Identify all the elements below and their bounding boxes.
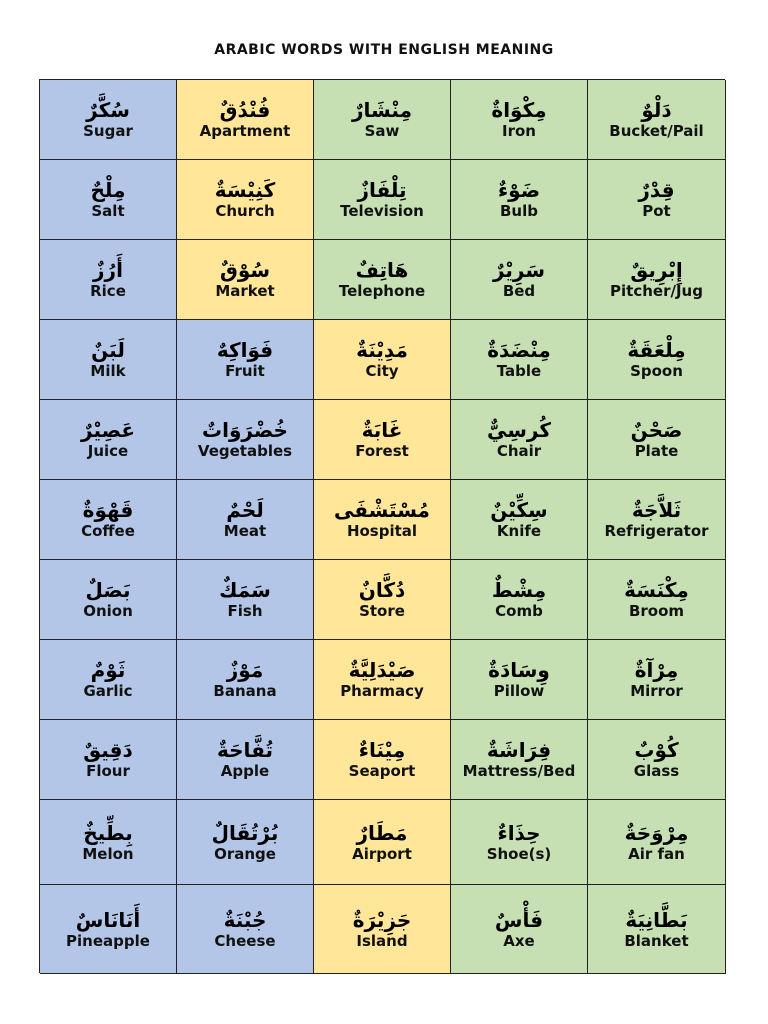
english-meaning: Mirror <box>630 682 683 700</box>
vocab-cell <box>588 885 726 974</box>
arabic-word: سُوْقٌ <box>219 258 271 282</box>
english-meaning: Pitcher/Jug <box>610 282 703 300</box>
vocab-cell <box>588 480 726 560</box>
arabic-word: مِرْوَحَةٌ <box>624 820 689 845</box>
vocab-cell <box>177 240 314 320</box>
english-meaning: Flour <box>86 762 130 780</box>
arabic-word: تُفَّاحَةٌ <box>217 738 273 762</box>
english-meaning: Pharmacy <box>340 682 424 700</box>
english-meaning: Apple <box>220 762 270 780</box>
english-meaning: Forest <box>355 442 409 460</box>
arabic-word: دُكَّانٌ <box>358 578 406 602</box>
arabic-word: سِكِّيْنٌ <box>490 498 548 522</box>
vocab-cell <box>314 640 451 720</box>
vocabulary-table <box>39 79 725 973</box>
arabic-word: بَطَّانِيَةٌ <box>625 907 688 932</box>
arabic-word: مِكْنَسَةٌ <box>624 578 689 602</box>
english-meaning: Fish <box>227 602 263 620</box>
vocab-cell <box>314 240 451 320</box>
vocab-cell <box>40 640 177 720</box>
arabic-word: أَرُزٌ <box>93 258 123 282</box>
vocab-cell <box>588 240 726 320</box>
english-meaning: Garlic <box>83 682 133 700</box>
english-meaning: Shoe(s) <box>486 844 552 863</box>
arabic-word: مِيْنَاءٌ <box>358 738 406 762</box>
arabic-word: قِدْرٌ <box>638 178 675 202</box>
arabic-word: ثَلاَّجَةٌ <box>631 498 682 522</box>
english-meaning: Sugar <box>83 122 133 140</box>
vocab-cell <box>588 320 726 400</box>
english-meaning: Church <box>215 202 275 220</box>
english-meaning: Broom <box>628 602 685 620</box>
english-meaning: Milk <box>90 362 126 380</box>
vocab-cell <box>177 720 314 800</box>
arabic-word: غَابَةٌ <box>361 418 403 442</box>
english-meaning: Cheese <box>214 931 276 950</box>
arabic-word: جَزِيْرَةٌ <box>352 907 412 932</box>
arabic-word: قَهْوَةٌ <box>82 498 134 522</box>
arabic-word: عَصِيْرٌ <box>81 418 135 442</box>
english-meaning: City <box>365 362 399 380</box>
english-meaning: Spoon <box>630 362 683 380</box>
vocab-cell <box>314 800 451 885</box>
arabic-word: فُنْدُقٌ <box>219 98 271 122</box>
vocab-cell <box>177 480 314 560</box>
arabic-word: إِبْرِيقٌ <box>630 258 683 282</box>
vocab-cell <box>314 320 451 400</box>
vocab-cell <box>451 480 588 560</box>
english-meaning: Melon <box>82 844 134 863</box>
arabic-word: هَاتِفٌ <box>355 258 409 282</box>
arabic-word: سَمَكٌ <box>219 578 271 602</box>
vocab-cell <box>451 800 588 885</box>
arabic-word: مِرْآةٌ <box>634 658 679 682</box>
vocab-cell <box>588 80 726 160</box>
vocab-cell <box>40 400 177 480</box>
vocab-cell <box>40 320 177 400</box>
arabic-word: مِكْوَاةٌ <box>491 98 547 122</box>
arabic-word: أَنَانَاسٌ <box>75 907 141 932</box>
vocab-cell <box>451 320 588 400</box>
vocab-cell <box>177 800 314 885</box>
vocab-cell <box>177 640 314 720</box>
english-meaning: Bucket/Pail <box>609 122 704 140</box>
arabic-word: مَوْزٌ <box>226 658 264 682</box>
arabic-word: مَطَارٌ <box>356 820 408 845</box>
vocab-cell <box>588 640 726 720</box>
arabic-word: مِشْطٌ <box>491 578 547 602</box>
vocab-cell <box>451 640 588 720</box>
arabic-word: دَقِيقٌ <box>83 738 133 762</box>
arabic-word: وِسَادَةٌ <box>488 658 550 682</box>
arabic-word: تِلْفَازٌ <box>357 178 407 202</box>
vocab-cell <box>451 80 588 160</box>
arabic-word: صَيْدَلِيَّةٌ <box>348 658 416 682</box>
vocab-cell <box>40 240 177 320</box>
vocab-cell <box>451 560 588 640</box>
vocab-cell <box>40 885 177 974</box>
vocab-cell <box>314 480 451 560</box>
english-meaning: Vegetables <box>197 442 293 460</box>
arabic-word: جُبْنَةٌ <box>223 907 267 932</box>
arabic-word: ضَوْءٌ <box>497 178 541 202</box>
english-meaning: Telephone <box>338 282 426 300</box>
vocab-cell <box>451 160 588 240</box>
vocab-cell <box>451 720 588 800</box>
english-meaning: Knife <box>496 522 542 540</box>
vocab-cell <box>177 160 314 240</box>
english-meaning: Orange <box>214 844 276 863</box>
vocab-cell <box>177 400 314 480</box>
english-meaning: Juice <box>87 442 129 460</box>
arabic-word: مِنْضَدَةٌ <box>487 338 551 362</box>
arabic-word: لَحْمٌ <box>226 498 264 522</box>
arabic-word: خُضْرَوَاتٌ <box>202 418 288 442</box>
vocab-cell <box>177 80 314 160</box>
vocab-cell <box>40 800 177 885</box>
english-meaning: Apartment <box>199 122 291 140</box>
vocab-cell <box>40 80 177 160</box>
english-meaning: Table <box>496 362 542 380</box>
vocab-cell <box>177 560 314 640</box>
english-meaning: Bulb <box>500 202 538 220</box>
arabic-word: صَحْنٌ <box>630 418 683 442</box>
english-meaning: Meat <box>223 522 267 540</box>
arabic-word: دَلْوٌ <box>641 98 672 122</box>
vocab-cell <box>588 800 726 885</box>
vocab-cell <box>588 160 726 240</box>
english-meaning: Market <box>215 282 275 300</box>
english-meaning: Pot <box>642 202 671 220</box>
english-meaning: Axe <box>503 931 535 950</box>
english-meaning: Refrigerator <box>604 522 709 540</box>
arabic-word: سَرِيْرٌ <box>492 258 546 282</box>
arabic-word: سُكَّرٌ <box>86 98 130 122</box>
arabic-word: حِذَاءٌ <box>497 820 541 845</box>
arabic-word: مِلْحٌ <box>90 178 126 202</box>
english-meaning: Air fan <box>628 844 685 863</box>
arabic-word: فَوَاكِهٌ <box>216 338 274 362</box>
english-meaning: Iron <box>502 122 536 140</box>
vocab-cell <box>314 400 451 480</box>
english-meaning: Glass <box>633 762 680 780</box>
vocab-cell <box>40 480 177 560</box>
arabic-word: مُسْتَشْفَى <box>334 498 430 522</box>
vocab-cell <box>588 400 726 480</box>
vocab-cell <box>314 885 451 974</box>
vocab-cell <box>40 720 177 800</box>
arabic-word: مَدِيْنَةٌ <box>356 338 408 362</box>
english-meaning: Hospital <box>346 522 418 540</box>
vocab-cell <box>451 240 588 320</box>
vocab-cell <box>40 160 177 240</box>
vocab-cell <box>314 160 451 240</box>
vocab-cell <box>451 885 588 974</box>
english-meaning: Saw <box>364 122 400 140</box>
arabic-word: كَنِيْسَةٌ <box>214 178 276 202</box>
arabic-word: فَأْسٌ <box>494 907 544 932</box>
vocab-cell <box>314 720 451 800</box>
english-meaning: Fruit <box>225 362 265 380</box>
arabic-word: كُوْبٌ <box>634 738 679 762</box>
arabic-word: بِطِّيخٌ <box>83 820 133 845</box>
english-meaning: Comb <box>495 602 543 620</box>
english-meaning: Plate <box>634 442 679 460</box>
english-meaning: Rice <box>90 282 126 300</box>
english-meaning: Airport <box>352 844 412 863</box>
vocab-cell <box>588 560 726 640</box>
vocab-cell <box>451 400 588 480</box>
english-meaning: Bed <box>502 282 536 300</box>
english-meaning: Banana <box>213 682 277 700</box>
english-meaning: Pineapple <box>66 931 150 950</box>
vocab-cell <box>177 885 314 974</box>
arabic-word: فِرَاشَةٌ <box>486 738 552 762</box>
vocab-cell <box>40 560 177 640</box>
vocab-cell <box>588 720 726 800</box>
english-meaning: Island <box>356 931 408 950</box>
english-meaning: Pillow <box>493 682 545 700</box>
vocab-cell <box>314 560 451 640</box>
english-meaning: Store <box>359 602 405 620</box>
vocab-cell <box>314 80 451 160</box>
page-title: ARABIC WORDS WITH ENGLISH MEANING <box>214 42 554 58</box>
english-meaning: Onion <box>83 602 133 620</box>
arabic-word: مِنْشَارٌ <box>352 98 412 122</box>
english-meaning: Seaport <box>348 762 416 780</box>
english-meaning: Coffee <box>81 522 135 540</box>
english-meaning: Television <box>340 202 424 220</box>
english-meaning: Chair <box>496 442 542 460</box>
arabic-word: ثَوْمٌ <box>90 658 126 682</box>
arabic-word: لَبَنٌ <box>91 338 125 362</box>
english-meaning: Salt <box>91 202 125 220</box>
arabic-word: بَصَلٌ <box>85 578 131 602</box>
english-meaning: Mattress/Bed <box>462 762 576 780</box>
arabic-word: مِلْعَقَةٌ <box>627 338 686 362</box>
arabic-word: بُرْتُقَالٌ <box>211 820 279 845</box>
arabic-word: كُرسِيٌّ <box>487 418 551 442</box>
vocab-cell <box>177 320 314 400</box>
english-meaning: Blanket <box>624 931 689 950</box>
